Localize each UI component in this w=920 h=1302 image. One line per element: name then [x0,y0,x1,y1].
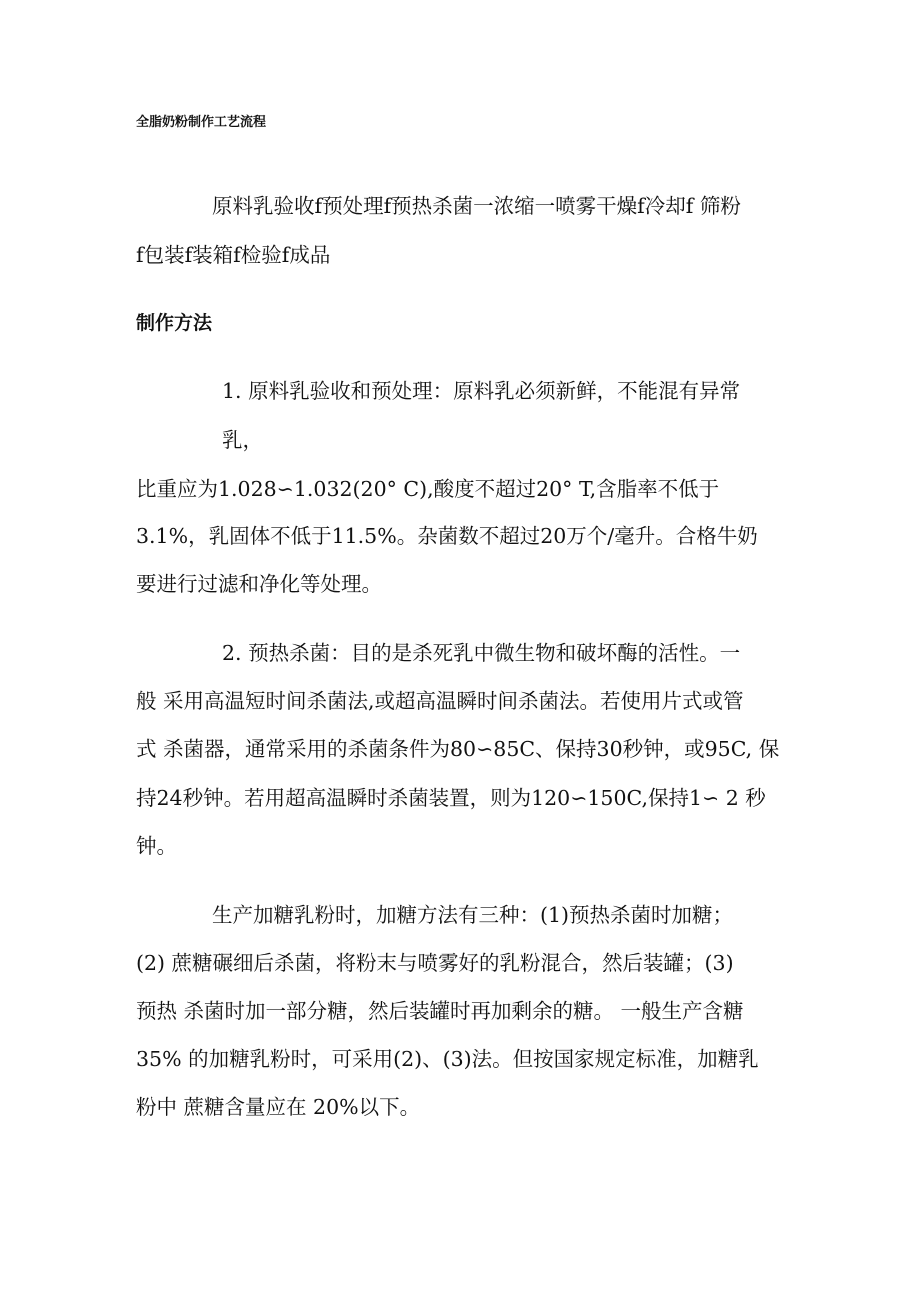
sugar-line-3: 预热 杀菌时加一部分糖，然后装罐时再加剩余的糖。 一般生产含糖 [136,999,744,1023]
step2-line-5: 钟。 [136,834,177,858]
sugar-line-1: 生产加糖乳粉时，加糖方法有三种：(1)预热杀菌时加糖； [212,903,734,927]
section-heading: 制作方法 [136,312,213,334]
step1-line-3: 比重应为1.028∽1.032(20° C),酸度不超过20° T,含脂率不低于 [136,477,720,501]
step2-line-1: 2. 预热杀菌：目的是杀死乳中微生物和破坏酶的活性。一 [222,641,741,665]
process-flow-line-1: 原料乳验收f预处理f预热杀菌一浓缩一喷雾干燥f冷却f 筛粉 [212,194,741,218]
step1-line-5: 要进行过滤和净化等处理。 [136,572,382,596]
sugar-line-5: 粉中 蔗糖含量应在 20%以下。 [136,1095,421,1119]
step1-line-2: 乳， [222,428,263,452]
step2-line-3: 式 杀菌器，通常采用的杀菌条件为80∽85C、保持30秒钟，或95C, 保 [136,737,780,761]
process-flow-line-2: f包装f装箱f检验f成品 [136,243,331,267]
step2-line-4: 持24秒钟。若用超高温瞬时杀菌装置，则为120∽150C,保持1∽ 2 秒 [136,786,766,810]
document-title: 全脂奶粉制作工艺流程 [136,115,267,130]
step1-line-4: 3.1%，乳固体不低于11.5%。杂菌数不超过20万个/毫升。合格牛奶 [136,524,758,548]
step2-line-2: 般 采用高温短时间杀菌法,或超高温瞬时间杀菌法。若使用片式或管 [136,689,744,713]
step1-line-1: 1. 原料乳验收和预处理：原料乳必须新鲜，不能混有异常 [222,379,741,403]
sugar-line-2: (2) 蔗糖碾细后杀菌，将粉末与喷雾好的乳粉混合，然后装罐；(3) [136,951,734,975]
sugar-line-4: 35% 的加糖乳粉时，可采用(2)、(3)法。但按国家规定标准，加糖乳 [136,1047,759,1071]
